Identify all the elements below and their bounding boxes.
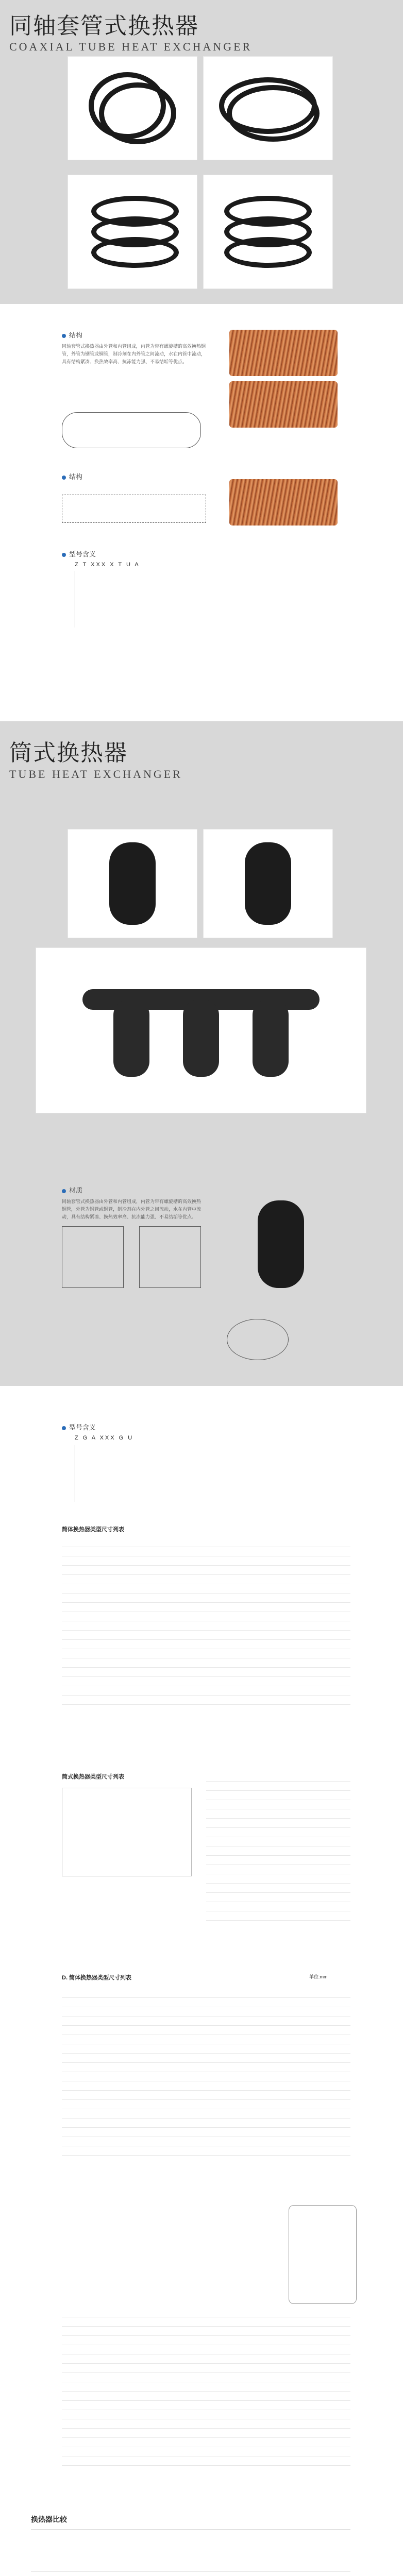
shell-photo-large [36, 948, 366, 1113]
coaxial-title: 同轴套管式换热器 [9, 13, 199, 39]
shell-structure-head: 材质 [62, 1185, 82, 1195]
shell-photo-2 [204, 829, 332, 938]
compare-title: 换热器比较 [31, 2515, 67, 2523]
shell-photo-1 [68, 829, 197, 938]
shell-dim-drawing [62, 1788, 192, 1876]
table2-title: 筒式换热器类型尺寸列表 [62, 1774, 124, 1780]
coaxial-subtitle: COAXIAL TUBE HEAT EXCHANGER [9, 40, 253, 53]
compare-table [31, 2530, 350, 2576]
shell-model-head: 型号含义 [62, 1422, 96, 1432]
dim-unit-label: 单位:mm [309, 1974, 328, 1979]
shell-model-code: Z G A XXX G U [75, 1435, 134, 1441]
copper-tube-image [229, 330, 338, 376]
spec-table-1 [62, 1538, 350, 1708]
model-code-legend [75, 571, 153, 628]
tube-schematic [62, 412, 201, 448]
coaxial-structure-text: 同轴套管式换热器由外管和内管组成，内管为带有螺旋槽的高效换热铜管，外管为钢管或铜管，制冷剂在内外管之间流动，水在内管中流动，具有结构紧凑、换热效率高、抗冻能力强、不易结垢等优点。 [62, 344, 206, 364]
coaxial-photo-1 [68, 57, 197, 160]
coaxial-photo-4 [204, 175, 332, 289]
shell-unit-image [258, 1200, 304, 1288]
coaxial-features-head: 结构 [62, 471, 82, 481]
spec-table-3 [62, 1989, 350, 2159]
shell-title: 筒式换热器 [9, 740, 128, 766]
coaxial-model-code: Z T XXX X T U A [75, 562, 140, 568]
tube-plate-sketch-2 [139, 1226, 201, 1288]
tube-plate-sketch-3 [227, 1319, 289, 1360]
coaxial-photo-2 [204, 57, 332, 160]
table1-title: 简体换热器类型尺寸列表 [62, 1527, 124, 1533]
coaxial-photo-3 [68, 175, 197, 289]
shell-model-legend [75, 1445, 163, 1502]
table3-title: D. 简体换热器类型尺寸列表 [62, 1975, 132, 1981]
copper-tube-image-3 [229, 479, 338, 526]
shell-subtitle: TUBE HEAT EXCHANGER [9, 768, 182, 781]
coaxial-model-head: 型号含义 [62, 549, 96, 558]
spec-table-4 [62, 2308, 350, 2473]
tube-plate-sketch-1 [62, 1226, 124, 1288]
copper-tube-image-2 [229, 381, 338, 428]
shell-dim-drawing-2 [289, 2205, 357, 2304]
spec-table-2 [206, 1772, 350, 1927]
shell-structure-text: 同轴套管式换热器由外管和内管组成，内管为带有螺旋槽的高效换热铜管，外管为钢管或铜管，制冷剂在内外管之间流动，水在内管中流动，具有结构紧凑、换热效率高、抗冻能力强、不易结垢等优点。 [62, 1199, 202, 1219]
tube-section-sketch [62, 495, 206, 523]
coaxial-structure-head: 结构 [62, 330, 82, 340]
